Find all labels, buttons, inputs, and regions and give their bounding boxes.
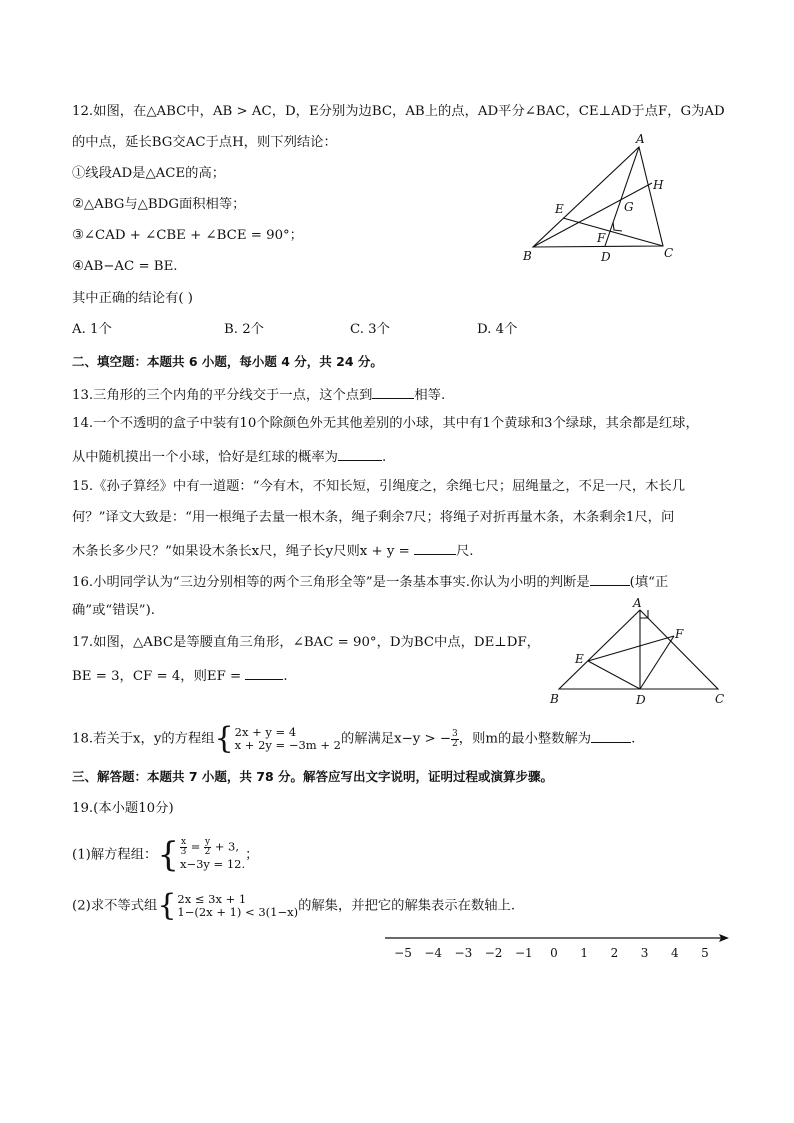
q15-line2: 何？”译文大致是：“用一根绳子去量一根木条，绳子剩余7尺；将绳子对折再量木条，木条剩余1尺，问 [72,510,675,525]
section-3-heading: 三、解答题：本题共 7 小题，共 78 分。解答应写出文字说明，证明过程或演算步骤。 [72,769,554,784]
label-C: C [715,692,725,706]
q14-line2: 从中随机摸出一个小球，恰好是红球的概率为 . [72,446,386,467]
axis-tick-label: −3 [454,946,473,960]
q19-title: 19.(本小题10分) [72,801,174,816]
q16-answer-blank[interactable] [590,571,630,586]
q12-statement-3: ③∠CAD + ∠CBE + ∠BCE = 90°； [72,228,303,243]
label-D: D [601,250,611,264]
q15-answer-blank[interactable] [414,540,456,555]
q13-answer-blank[interactable] [372,384,414,399]
q18-answer-blank[interactable] [591,728,631,743]
label-C: C [664,246,674,260]
q15-line1: 15.《孙子算经》中有一道题：“今有木，不知长短，引绳度之，余绳七尺；屈绳量之，不足一尺，木长几 [72,479,686,494]
q16-line1: 16.小明同学认为“三边分别相等的两个三角形全等”是一条基本事实.你认为小明的判断是 (填“正 [72,571,668,592]
q14-line1: 14.一个不透明的盒子中装有10个除颜色外无其他差别的小球，其中有1个黄球和3个绿球，其余都是红球， [72,416,699,431]
q17-triangle-figure [545,596,730,708]
q16-line2: 确”或“错误”). [72,603,155,618]
q19-equation-system: { $\frac{x}{3}$ = $\frac{y}{2}$ + 3, x−3y = 12. [157,835,246,875]
label-H: H [653,178,664,192]
q18-equation-system: { 2x + y = 4 x + 2y = −3m + 2 [214,721,341,756]
q13: 13.三角形的三个内角的平分线交于一点，这个点到 相等. [72,384,445,405]
q12-triangle-figure [515,132,695,267]
number-line [383,930,738,966]
axis-tick-label: 1 [580,946,589,960]
axis-tick-label: 4 [670,946,679,960]
label-G: G [624,200,634,214]
q12-statement-1: ①线段AD是△ACE的高； [72,166,226,181]
q12-line2: 的中点，延长BG交AC于点H，则下列结论： [72,135,337,150]
q19-part1: (1)解方程组： { $\frac{x}{3}$ = $\frac{y}{2}$ + 3, x−3y = 12. ； [72,835,259,875]
axis-tick-label: −1 [514,946,533,960]
q14-answer-blank[interactable] [338,446,382,461]
option-d[interactable]: D. 4个 [477,322,518,337]
label-A: A [636,132,645,146]
section-2-heading: 二、填空题：本题共 6 小题，每小题 4 分，共 24 分。 [72,354,383,369]
option-c[interactable]: C. 3个 [350,322,390,337]
axis-tick-label: −4 [424,946,443,960]
label-B: B [523,249,532,263]
axis-tick-label: −2 [484,946,503,960]
q12-question: 其中正确的结论有( ) [72,291,193,306]
option-b[interactable]: B. 2个 [224,322,264,337]
q18-fraction: $\frac{3}{2}$ [452,728,458,749]
q15-line3: 木条长多少尺？”如果设木条长x尺，绳子长y尺则x + y = 尺. [72,540,473,561]
axis-tick-label: 5 [701,946,709,960]
label-F: F [597,231,606,245]
option-a[interactable]: A. 1个 [72,322,112,337]
q17-line1: 17.如图，△ABC是等腰直角三角形，∠BAC = 90°，D为BC中点，DE⊥DF， [72,635,540,650]
label-F: F [675,627,684,641]
q19-part2: (2)求不等式组 { 2x ≤ 3x + 1 1−(2x + 1) < 3(1−x) 的解集，并把它的解集表示在数轴上. [72,888,516,923]
axis-tick-label: 0 [550,946,558,960]
label-B: B [550,692,559,706]
q12-line1: 12.如图，在△ABC中，AB > AC，D，E分别为边BC，AB上的点，AD平分∠BAC，CE⊥AD于点F，G为AD [72,104,725,119]
axis-tick-label: 3 [640,946,649,960]
axis-tick-label: 2 [610,946,619,960]
q17-line2: BE = 3，CF = 4，则EF = . [72,665,288,686]
label-A: A [633,596,642,610]
axis-tick-label: −5 [394,946,412,960]
label-D: D [636,693,646,707]
label-E: E [555,202,564,216]
q19-inequality-system: { 2x ≤ 3x + 1 1−(2x + 1) < 3(1−x) [157,888,299,923]
q18: 18.若关于x，y的方程组 { 2x + y = 4 x + 2y = −3m + 2 的解满足x−y > − $\frac{3}{2}$ ，则m的最小整数解为 . [72,721,636,756]
label-E: E [575,652,584,666]
q12-statement-4: ④AB−AC = BE. [72,259,178,274]
q17-answer-blank[interactable] [245,665,283,680]
q12-statement-2: ②△ABG与△BDG面积相等； [72,197,246,212]
